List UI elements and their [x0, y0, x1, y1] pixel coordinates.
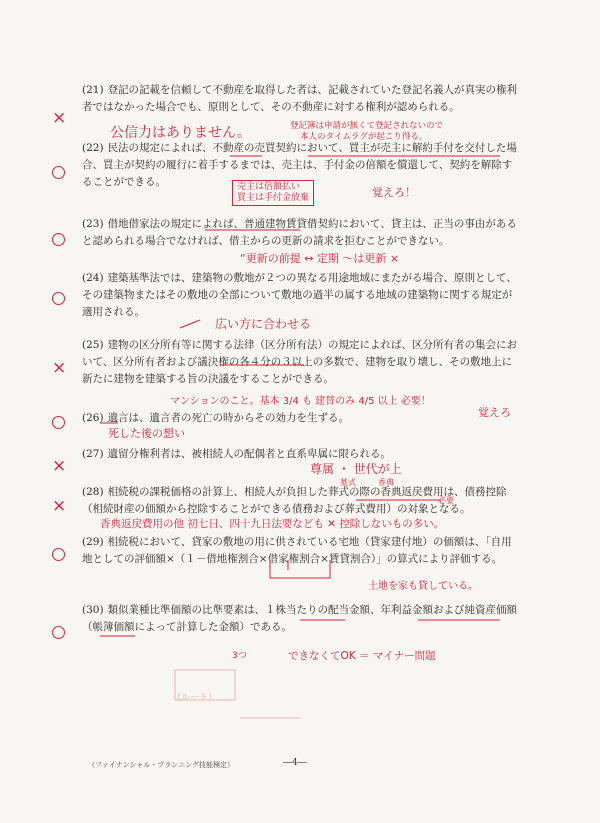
- question-text: 遺言は、遺言者の死亡の時からその効力を生ずる。: [107, 412, 350, 424]
- question-number: (29): [82, 536, 104, 548]
- circle-mark-icon: [52, 233, 65, 246]
- faint-handwritten-note: （ルート）: [172, 693, 218, 703]
- handwritten-note: 死した後の想い: [108, 427, 185, 440]
- handwritten-note: 墓式: [340, 478, 356, 487]
- question-24: [82, 270, 522, 321]
- question-21: [82, 82, 522, 116]
- question-number: (30): [82, 604, 104, 616]
- cross-mark-icon: ×: [52, 108, 67, 128]
- question-text: 建物の区分所有等に関する法律（区分所有法）の規定によれば、区分所有者の集会において、区分所有者および議決権の各４分の３以上の多数で、建物を取り壊し、その敷地上に新たに建物を建築する旨の決議をすることができる。: [82, 339, 518, 385]
- question-text: 相続税において、貸家の敷地の用に供されている宅地（貸家建付地）の価額は、「自用地としての評価額×（１－借地権割合×借家権割合×賃貸割合）」の算式により評価する。: [82, 536, 512, 565]
- handwritten-note: 本人のタイムラグが起こり得る。: [300, 132, 428, 142]
- question-text: 類似業種比準価額の比準要素は、１株当たりの配当金額、年利益金額および純資産価額（帳簿価額によって計算した金額）である。: [82, 604, 518, 633]
- handwritten-note: 香典返戻費用の他 初七日、四十九日法要なども ✕ 控除しないもの多い。: [100, 518, 445, 530]
- question-text: 相続税の課税価格の計算上、相続人が負担した葬式の際の香典返戻費用は、債務控除（相続財産の価額から控除することができる債務および葬式費用）の対象となる。: [82, 486, 507, 515]
- circle-mark-icon: [52, 548, 65, 561]
- handwritten-note-box: [232, 180, 314, 206]
- question-text: 借地借家法の規定によれば、普通建物賃貸借契約において、貸主は、正当の事由があると認められる場合でなければ、借主からの更新の請求を拒むことができない。: [82, 218, 517, 247]
- handwritten-note: できなくてOK ＝ マイナー問題: [288, 650, 436, 662]
- handwritten-note: 売主は倍額払い: [237, 182, 301, 192]
- question-29: [82, 534, 522, 568]
- handwritten-note: 土地を家も貸している。: [368, 581, 478, 592]
- footer-exam-name: （ファイナンシャル・プランニング技能検定）: [88, 761, 235, 769]
- circle-mark-icon: [52, 292, 65, 305]
- question-number: (25): [82, 339, 104, 351]
- question-28: [82, 484, 522, 518]
- question-number: (21): [82, 84, 104, 96]
- question-30: [82, 602, 522, 636]
- question-text: 民法の規定によれば、不動産の売買契約において、買主が売主に解約手付を交付した場合、買主が契約の履行に着手するまでは、売主は、手付金の倍額を償還して、契約を解除することができる。: [82, 142, 517, 188]
- handwritten-note: 香典: [378, 478, 394, 487]
- circle-mark-icon: [52, 166, 65, 179]
- question-number: (23): [82, 218, 104, 230]
- handwritten-note: 尊属 ・ 世代が上: [310, 462, 402, 476]
- question-text: 建築基準法では、建築物の敷地が２つの異なる用途地域にまたがる場合、原則として、その建築物またはその敷地の全部について敷地の過半の属する地域の建築物に関する規定が適用される。: [82, 272, 517, 318]
- circle-mark-icon: [52, 416, 65, 429]
- question-number: (27): [82, 448, 104, 460]
- question-number: (26): [82, 412, 104, 424]
- question-25: [82, 337, 522, 388]
- question-number: (22): [82, 142, 104, 154]
- question-number: (28): [82, 486, 104, 498]
- circle-mark-icon: [52, 626, 65, 639]
- handwritten-note: 広い方に合わせる: [215, 317, 312, 331]
- cross-mark-icon: ×: [52, 358, 67, 378]
- handwritten-note: 覚えろ！: [372, 186, 416, 199]
- cross-mark-icon: ×: [52, 456, 67, 476]
- handwritten-note: 買主は手付金放棄: [237, 193, 310, 203]
- handwritten-note: “更新の前提 ↔ 定期 〜は更新 ×: [240, 252, 400, 265]
- handwritten-note: 覚えろ: [478, 406, 511, 419]
- question-number: (24): [82, 272, 104, 284]
- handwritten-note: 公信力はありません。: [110, 125, 251, 141]
- handwritten-note: 登記簿は申請が無くて登記されないので: [290, 121, 444, 131]
- cross-mark-icon: ×: [52, 496, 67, 516]
- question-text: 登記の記載を信頼して不動産を取得した者は、記載されていた登記名義人が真実の権利者ではなかった場合でも、原則として、その不動産に対する権利が認められる。: [82, 84, 518, 113]
- question-27: [82, 446, 522, 463]
- question-text: 遺留分権利者は、被相続人の配偶者と直系卑属に限られる。: [107, 448, 392, 460]
- page-number: ―4―: [283, 758, 307, 768]
- handwritten-note: マンションのこと。基本 3/4 も 建替のみ 4/5 以上 必要！: [170, 396, 431, 407]
- question-23: [82, 216, 522, 250]
- handwritten-note: 3つ: [232, 651, 247, 661]
- handwritten-note: 必要: [438, 496, 454, 505]
